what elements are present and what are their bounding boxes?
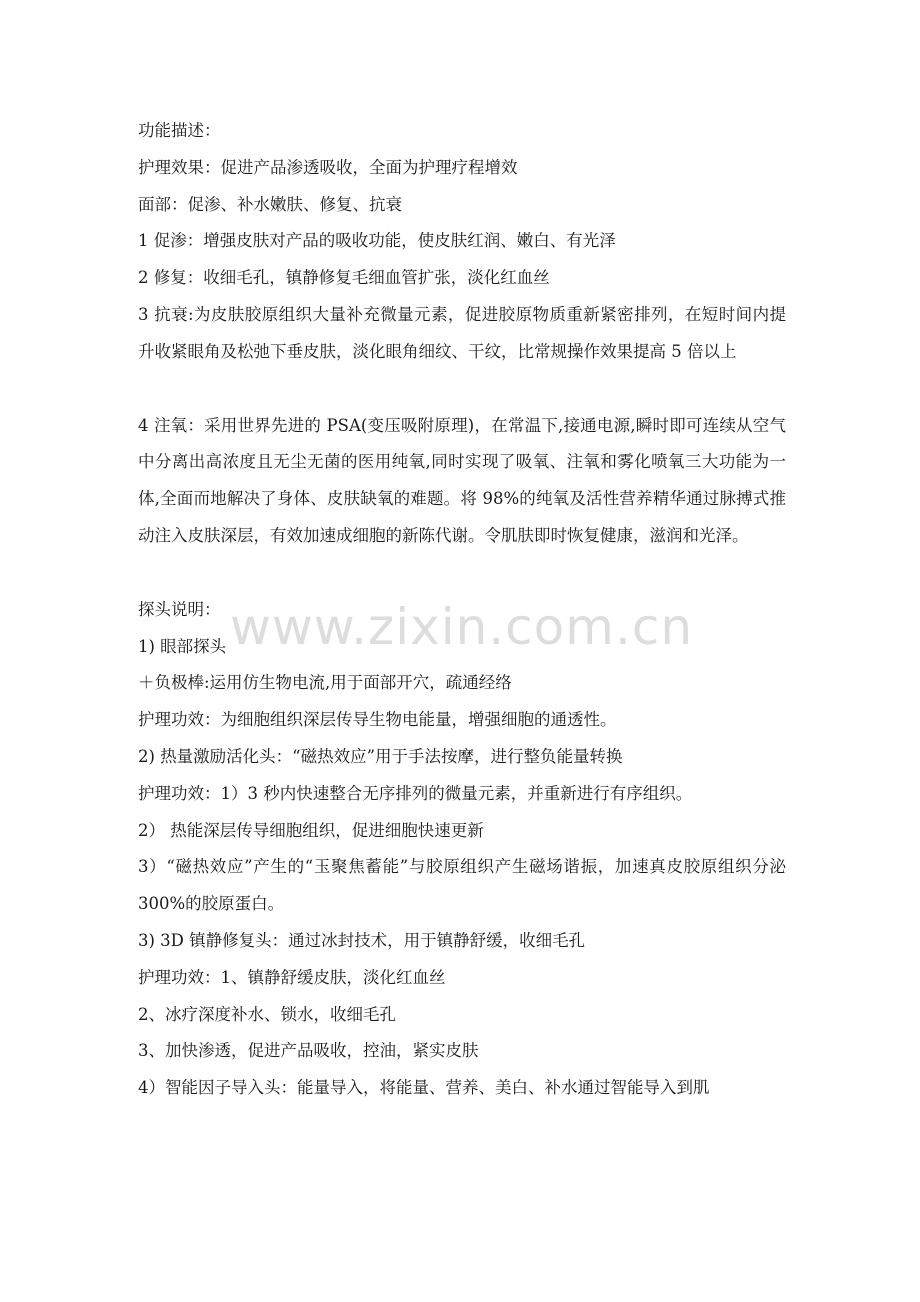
section-heading-probe: 探头说明： (138, 599, 221, 619)
probe-3d-effect-2: 2、冰疗深度补水、锁水，收细毛孔 (138, 1004, 396, 1024)
probe-eye-effect: 护理功效：为细胞组织深层传导生物电能量，增强细胞的通透性。 (138, 710, 617, 730)
probe-3d-calm: 3) 3D 镇静修复头：通过冰封技术，用于镇静舒缓，收细毛孔 (138, 930, 586, 950)
item-repair: 2 修复：收细毛孔，镇静修复毛细血管扩张，淡化红血丝 (138, 268, 550, 288)
probe-heat-effect-2: 2） 热能深层传导细胞组织，促进细胞快速更新 (138, 820, 484, 840)
probe-3d-effect-3: 3、加快渗透，促进产品吸收，控油，紧实皮肤 (138, 1041, 479, 1061)
probe-eye: 1) 眼部探头 (138, 636, 227, 656)
care-effect-line: 护理效果：促进产品渗透吸收，全面为护理疗程增效 (138, 157, 518, 177)
document-page (138, 113, 786, 1107)
item-anti-aging: 3 抗衰:为皮肤胶原组织大量补充微量元素，促进胶原物质重新紧密排列，在短时间内提升收紧眼角及松弛下垂皮肤，淡化眼角细纹、干纹，比常规操作效果提高 5 倍以上 (138, 304, 786, 361)
probe-heat-effect-3: 3）“磁热效应”产生的“玉聚焦蓄能”与胶原组织产生磁场谐振，加速真皮胶原组织分泌 300%的胶原蛋白。 (138, 857, 786, 914)
face-line: 面部：促渗、补水嫩肤、修复、抗衰 (138, 194, 402, 214)
probe-heat-effect-1: 护理功效：1）3 秒内快速整合无序排列的微量元素，并重新进行有序组织。 (138, 783, 693, 803)
item-penetration: 1 促渗：增强皮肤对产品的吸收功能，使皮肤红润、嫩白、有光泽 (138, 231, 616, 251)
item-oxygen: 4 注氧：采用世界先进的 PSA(变压吸附原理)，在常温下,接通电源,瞬时即可连续从空气中分离出高浓度且无尘无菌的医用纯氧,同时实现了吸氧、注氧和雾化喷氧三大功能为一体,全面而地解决了身体、皮肤缺氧的难题。将 98%的纯氧及活性营养精华通过脉搏式推动注入皮肤深层，有效加速成细胞的新陈代谢。令肌肤即时恢复健康，滋润和光泽。 (138, 415, 786, 545)
paragraph-gap (138, 371, 786, 408)
paragraph-gap (138, 555, 786, 592)
probe-eye-negative-rod: ＋负极棒:运用仿生物电流,用于面部开穴，疏通经络 (138, 673, 512, 693)
probe-smart-factor: 4）智能因子导入头：能量导入，将能量、营养、美白、补水通过智能导入到肌 (138, 1078, 710, 1098)
watermark: www.zixin.com.cn (230, 598, 694, 656)
section-heading-function: 功能描述： (138, 121, 221, 140)
probe-3d-effect-1: 护理功效：1、镇静舒缓皮肤，淡化红血丝 (138, 967, 446, 987)
probe-heat: 2) 热量激励活化头：“磁热效应”用于手法按摩，进行整负能量转换 (138, 746, 623, 766)
